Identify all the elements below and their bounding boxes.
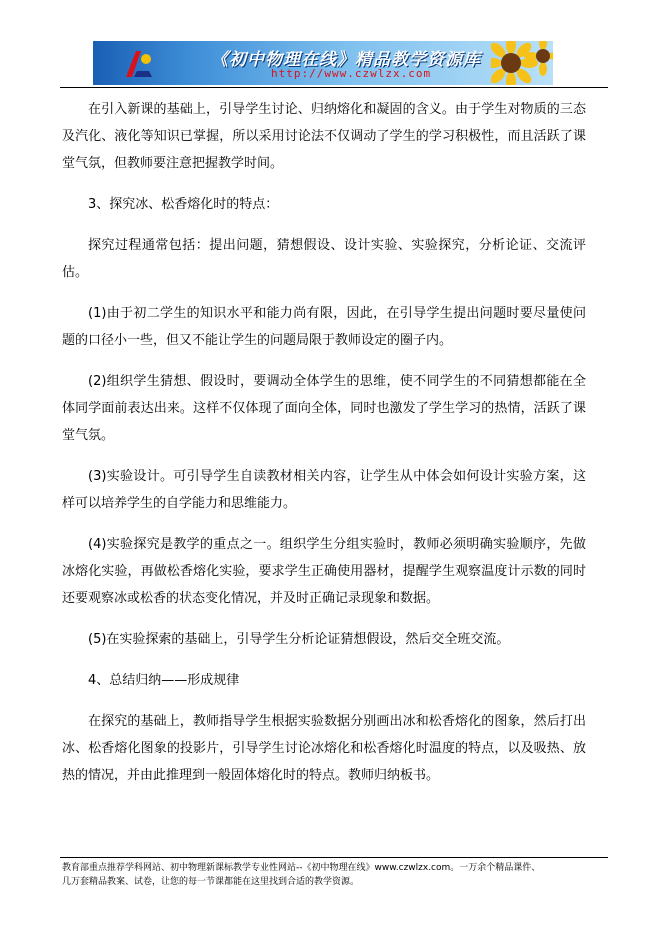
header-divider bbox=[60, 87, 608, 88]
section-heading: 3、探究冰、松香熔化时的特点： bbox=[88, 197, 279, 212]
paragraph: (2)组织学生猜想、假设时，要调动全体学生的思维，使不同学生的不同猜想都能在全体同学面前表达出来。这样不仅体现了面向全体，同时也激发了学生学习的热情，活跃了课堂气氛。 bbox=[62, 374, 586, 443]
section-heading: 4、总结归纳——形成规律 bbox=[88, 673, 240, 688]
paragraph: (5)在实验探索的基础上，引导学生分析论证猜想假设，然后交全班交流。 bbox=[88, 632, 510, 647]
footer-divider bbox=[60, 857, 608, 858]
paragraph: 在引入新课的基础上，引导学生讨论、归纳熔化和凝固的含义。由于学生对物质的三态及汽化、液化等知识已掌握，所以采用讨论法不仅调动了学生的学习积极性，而且活跃了课堂气氛，但教师要注意把握教学时间。 bbox=[62, 102, 586, 171]
paragraph: (4)实验探究是教学的重点之一。组织学生分组实验时，教师必须明确实验顺序，先做冰熔化实验，再做松香熔化实验，要求学生正确使用器材，提醒学生观察温度计示数的同时还要观察冰或松香的状态变化情况，并及时正确记录现象和数据。 bbox=[62, 537, 586, 606]
header-banner bbox=[93, 41, 553, 85]
logo-icon bbox=[122, 47, 156, 81]
sunflower-icon bbox=[491, 41, 553, 85]
paragraph: 在探究的基础上，教师指导学生根据实验数据分别画出冰和松香熔化的图象，然后打出冰、松香熔化图象的投影片，引导学生讨论冰熔化和松香熔化时温度的特点，以及吸热、放热的情况，并由此推理到一般固体熔化时的特点。教师归纳板书。 bbox=[62, 714, 586, 783]
banner-title: 《初中物理在线》精品教学资源库 bbox=[211, 50, 481, 70]
document-body bbox=[62, 96, 586, 803]
paragraph: (3)实验设计。可引导学生自读教材相关内容，让学生从中体会如何设计实验方案，这样可以培养学生的自学能力和思维能力。 bbox=[62, 469, 586, 511]
footer bbox=[62, 861, 607, 889]
footer-line: 几万套精品教案、试卷，让您的每一节课都能在这里找到合适的教学资源。 bbox=[62, 877, 360, 887]
paragraph: (1)由于初二学生的知识水平和能力尚有限，因此，在引导学生提出问题时要尽量使问题的口径小一些，但又不能让学生的问题局限于教师设定的圈子内。 bbox=[62, 306, 586, 348]
footer-line: 教育部重点推荐学科网站、初中物理新课标教学专业性网站--《初中物理在线》www.czwlzx.com。一万余个精品课件、 bbox=[62, 863, 541, 873]
banner-url: http://www.czwlzx.com bbox=[271, 67, 432, 80]
paragraph: 探究过程通常包括：提出问题，猜想假设、设计实验、实验探究，分析论证、交流评估。 bbox=[62, 238, 586, 280]
